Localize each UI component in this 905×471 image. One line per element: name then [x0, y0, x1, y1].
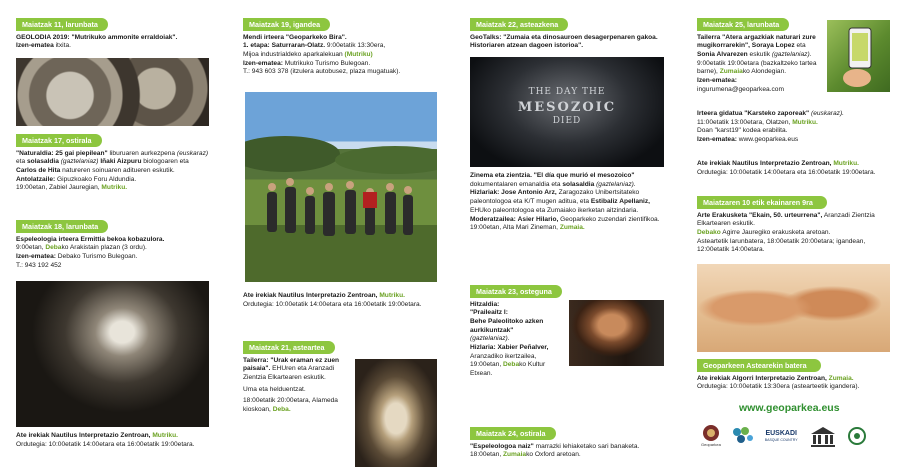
time-place: 19:00etan, Alta Mari Zineman,	[470, 224, 560, 232]
text: Ate irekiak Nautilus Interpretazio Zentroan,	[16, 432, 153, 439]
label: Hitzaldia:	[470, 300, 500, 308]
event-may-25	[697, 17, 825, 97]
text: Aranzadiko ikertzailea,	[470, 352, 537, 360]
lang: (gaztelaniaz).	[771, 50, 812, 58]
label: Izen-ematea	[16, 42, 54, 50]
lang: (gaztelaniaz).	[470, 335, 510, 343]
hours: Ordutegia: 10:00etatik 13:30era (astearteetik igandera).	[697, 383, 860, 391]
global-geoparks-mark	[848, 427, 866, 445]
event-may-19	[243, 17, 438, 80]
time: 19:00etan,	[470, 361, 503, 369]
open-doors-nautilus	[16, 432, 210, 452]
text: solasaldia	[27, 158, 59, 166]
geoparkea-logo	[701, 424, 721, 447]
text: liburuaren aurkezpena	[107, 149, 177, 157]
text: EHUko paleontologoa eta Zumaiako ikerketan aitzindaria.	[470, 206, 639, 214]
lang: (gaztelaniaz).	[594, 180, 636, 188]
town: Debako	[697, 228, 721, 236]
speaker: Asier Hilario,	[517, 215, 559, 223]
guided-tour	[697, 110, 891, 148]
town: Mutriku.	[833, 160, 859, 167]
hours: Ordutegia: 10:00etatik 14:00etara eta 16:00etatik 19:00etara.	[16, 440, 195, 448]
email: ingurumena@geoparkea.com	[697, 85, 784, 93]
event-title: GeoTalks: "Zumaia eta dinosauroen desagerpenaren gakoa. Historiaren atzean dagoen istorioa".	[470, 33, 658, 50]
text: marrazki lehiaketako sari banaketa.	[533, 442, 640, 450]
geopark-week	[697, 358, 891, 395]
town: Mutriku.	[152, 432, 178, 439]
speaker: Sonia Alvarezen	[697, 50, 748, 58]
speaker: Estibaliz Apellaniz,	[590, 198, 650, 206]
date-tag: Maiatzak 19, igandea	[243, 18, 330, 31]
label: Izen-ematea:	[243, 59, 283, 67]
event-title: Tailerra "Atera argazkiak naturari zure mugikorrarekin",	[697, 33, 816, 50]
text: Ate irekiak Nautilus Interpretazio Zentroan,	[697, 160, 834, 167]
phone: T.: 943 192 452	[16, 261, 62, 269]
geoparkea-mark	[702, 424, 720, 442]
town: Mutriku.	[379, 292, 405, 299]
code-note: Doan "karst19" kodea erabilita.	[697, 127, 788, 135]
date-tag: Maiatzak 25, larunbata	[697, 18, 789, 31]
town: Deba	[503, 361, 520, 369]
text: biologoaren eta	[141, 158, 189, 166]
time-place: 18:00etatik 20:00etara, Alameda kioskoan,	[243, 397, 338, 414]
ammonite-photo	[16, 58, 209, 126]
text: EHUren eta Aranzadi Zientzia Elkartearen eskutik.	[243, 365, 335, 381]
text: eskutik	[747, 50, 772, 58]
cinema-science	[470, 172, 666, 236]
poster-title	[470, 87, 664, 128]
text: 9:00etan,	[16, 244, 46, 252]
text: Ate irekiak Nautilus Interpretazio Zentroan,	[243, 292, 380, 299]
label: Izen-ematea:	[697, 136, 737, 144]
label: Moderatzailea:	[470, 215, 516, 223]
hours: Asteartetik larunbatera, 18:00etatik 20:00etara; igandean, 12:00etatik 14:00etara.	[697, 237, 866, 254]
event-may-21	[243, 340, 343, 418]
unesco-logo	[808, 424, 838, 448]
label: Izen-ematea:	[697, 77, 737, 85]
event-title: Arte Erakusketa "Ekain, 50. urteurrena",	[697, 211, 823, 219]
label: Antolatzaile:	[16, 175, 56, 183]
text: ko Oxford aretoan.	[526, 451, 581, 459]
date-tag: Maiatzak 21, asteartea	[243, 341, 335, 354]
time-place: 19:00etan, Zabiel Jauregian,	[16, 184, 102, 192]
column-3	[470, 0, 666, 471]
date-tag: Maiatzak 17, ostirala	[16, 134, 102, 147]
open-doors-nautilus	[697, 160, 891, 180]
event-may-22	[470, 17, 666, 54]
text: ko Kultur Etxean.	[470, 361, 546, 378]
column-1	[16, 0, 210, 471]
text: Ate irekiak Algorri Interpretazio Zentroan,	[697, 374, 829, 382]
date-tag: Maiatzak 11, larunbata	[16, 18, 108, 31]
contest-title: "Espeleologoa naiz"	[470, 442, 534, 450]
event-may-11	[16, 17, 210, 54]
fossil-photo	[355, 359, 437, 467]
label: Hizlaria:	[470, 344, 496, 352]
text: 9:00etatik 13:30era,	[325, 42, 386, 50]
unesco-mark	[808, 424, 838, 448]
phone: T.: 943 603 378 (itzulera autobusez, plaza mugatuak).	[243, 68, 401, 76]
hours: Ordutegia: 10:00etatik 14:00etara eta 16:00etatik 19:00etara.	[243, 300, 422, 308]
lang: (euskaraz).	[809, 110, 844, 117]
event-title: Irteera gidatua "Karsteko zaporeak"	[697, 110, 810, 117]
town: Deba.	[272, 406, 291, 414]
open-doors-nautilus	[243, 292, 438, 312]
ekain-horse-painting	[697, 264, 890, 352]
poster-line: THE DAY THE	[528, 87, 606, 97]
town: Mutriku.	[792, 118, 818, 126]
event-may-23	[470, 284, 566, 382]
date-tag: Geoparkeen Astearekin batera	[697, 359, 821, 372]
town: Zumaia	[503, 451, 527, 459]
date-tag: Maiatzak 18, larunbata	[16, 220, 108, 233]
event-may-24	[470, 426, 666, 463]
global-geoparks-logo	[848, 427, 866, 445]
text: eta	[794, 42, 806, 50]
event-title: Mendi irteera "Geoparkeko Bira".	[243, 33, 347, 41]
text: Geoparkeko zuzendari zientifikoa.	[558, 215, 660, 223]
time-place: 11:00etatik 13:00etara, Olatzen,	[697, 118, 793, 126]
euskadi-logo	[765, 429, 798, 443]
town: (Mutriku)	[344, 50, 373, 58]
event-may-18	[16, 219, 210, 273]
stage: 1. etapa: Saturraran-Olatz.	[243, 42, 326, 50]
lang: (gaztelaniaz)	[58, 158, 101, 166]
column-4	[697, 0, 891, 471]
text: Gipuzkoako Foru Aldundia.	[55, 175, 137, 183]
town: Zumaia.	[828, 374, 854, 382]
label: Hizlariak:	[470, 189, 500, 197]
event-title: Espeleologia irteera Ermittia bekoa kobazulora.	[16, 235, 165, 243]
town: Mutriku.	[101, 184, 128, 192]
hikers-illustration	[245, 92, 437, 282]
exhibition	[697, 195, 891, 258]
phone-photo	[827, 20, 890, 92]
lang: (euskaraz)	[176, 149, 209, 157]
date-tag: Maiatzak 22, asteazkena	[470, 18, 568, 31]
text: Zaragozako Unibertsitateko paleontologoa eta K/T mugen aditua, eta	[470, 189, 640, 206]
website-link[interactable]: www.geoparkea.eus	[739, 402, 840, 414]
speaker: Soraya Lopez	[749, 42, 795, 50]
audience: Uma eta helduentzat.	[243, 385, 306, 393]
cave-photo	[16, 281, 209, 427]
text: Mijoa industrialdeko aparkalekuan	[243, 50, 345, 58]
date-tag: Maiatzak 24, ostirala	[470, 427, 556, 440]
speaker: Iñaki Aizpuru	[100, 158, 142, 166]
date-tag: Maiatzak 23, osteguna	[470, 285, 562, 298]
column-2	[243, 0, 438, 471]
talk-title: Behe Paleolitoko azken aurkikuntzak"	[470, 317, 544, 334]
event-title: Tailerra: "Urak eraman ez zuen paisaia".	[243, 356, 340, 373]
speaker: Carlos de Hita	[16, 166, 61, 174]
poster-line: DIED	[552, 116, 582, 127]
text: solasaldia	[562, 180, 595, 188]
text: natureren soinuaren aditueren eskutik.	[60, 166, 175, 174]
logo-text: Geoparkea	[701, 442, 721, 448]
hours: Ordutegia: 10:00etatik 14:00etara eta 16:00etatik 19:00etara.	[697, 168, 876, 176]
label: Izen-ematea:	[16, 252, 56, 260]
time: 9:00etatik 19:00etara (bazkaltzeko tartea barne),	[697, 59, 817, 76]
talk-title: "Praileaitz I:	[470, 309, 508, 317]
poster-line: MESOZOIC	[517, 99, 617, 115]
text: Aranzadi Zientzia Elkartearen eskutik.	[697, 211, 875, 228]
time: 18:00etan,	[470, 451, 503, 459]
text: dokumentalaren emanaldia eta	[470, 180, 563, 188]
book-title: "Naturaldia: 25 gai piepilean"	[16, 149, 108, 157]
phone-illustration	[827, 20, 890, 92]
text: Agirre Jauregiko erakusketa aretoan.	[720, 228, 831, 236]
text: ko Arakistain plazan (3 ordu).	[61, 244, 147, 252]
town: Zumaia.	[559, 224, 585, 232]
text: Mutrikuko Turismo Bulegoan.	[282, 59, 371, 67]
text: Debako Turismo Bulegoan.	[55, 252, 138, 260]
prehistoric-man-photo	[569, 300, 664, 366]
town: Deba	[45, 244, 62, 252]
logo-subtext: BASQUE COUNTRY	[764, 438, 798, 443]
network-mark	[731, 426, 755, 446]
hikers-photo	[245, 92, 437, 282]
text: eta	[16, 158, 27, 166]
event-title: GEOLODIA 2019: "Mutrikuko ammonite erraldoiak".	[16, 33, 178, 41]
text: ko Alondegian.	[742, 68, 787, 76]
date-tag: Maiatzaren 10 etik ekainaren 9ra	[697, 196, 827, 209]
event-may-17	[16, 133, 210, 196]
town: Zumaia	[719, 68, 743, 76]
logo-row	[701, 424, 866, 448]
documentary-poster	[470, 57, 664, 167]
event-title: Zinema eta zientzia. "El día que murió el mesozoico"	[470, 172, 635, 179]
website: www.geoparkea.eus	[736, 136, 799, 144]
network-logo	[731, 426, 755, 446]
speaker: Jose Antonio Arz,	[501, 189, 557, 197]
text: itxita.	[53, 42, 71, 50]
speaker: Xabier Peñalver,	[497, 344, 549, 352]
logo-text: EUSKADI	[765, 430, 797, 438]
